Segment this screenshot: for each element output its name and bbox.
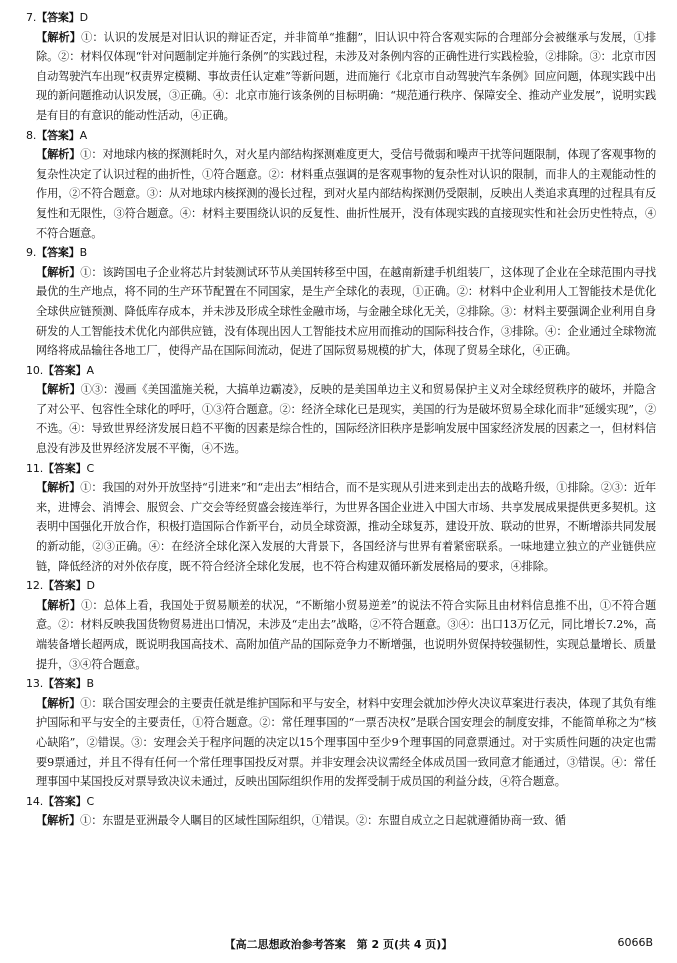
explanation-paragraph bbox=[26, 596, 656, 674]
question-block bbox=[26, 126, 656, 244]
explanation-tag: 【解析】 bbox=[36, 481, 81, 495]
question-number: 12. bbox=[26, 579, 44, 593]
explanation-tag: 【解析】 bbox=[36, 148, 81, 162]
explanation-paragraph bbox=[26, 145, 656, 243]
answer-tag: 【答案】 bbox=[43, 461, 87, 475]
explanation-tag: 【解析】 bbox=[36, 696, 81, 710]
answer-line bbox=[26, 126, 656, 146]
explanation-text: ①③：漫画《美国滥施关税，大搞单边霸凌》，反映的是美国单边主义和贸易保护主义对全球经贸秩序的破坏，并隐含了对公平、包容性全球化的呼吁，①③符合题意。②：经济全球化已是现实，美国的行为是破坏贸易全球化而非“延缓实现”，②不选。④：导致世界经济发展日趋不平衡的因素是综合性的，国际经济旧秩序是影响发展中国家经济发展的因素之一，但材料信息没有涉及世界经济发展不平衡，④不选。 bbox=[36, 383, 656, 456]
explanation-text: ①：对地球内核的探测耗时久，对火星内部结构探测难度更大，受信号微弱和噪声干扰等问题限制，体现了客观事物的复杂性决定了认识过程的曲折性，①符合题意。②：材料重点强调的是客观事物的复杂性对认识的限制，而非人的主观能动性的作用，②不符合题意。③：从对地球内核探测的漫长过程，到对火星内部结构探测仍受限制，反映出人类追求真理的过程具有反复性和无限性，③符合题意。④：材料主要围绕认识的反复性、曲折性展开，没有体现实践的直接现实性和社会历史性特点，④不符合题意。 bbox=[36, 148, 656, 240]
answer-tag: 【答案】 bbox=[36, 128, 80, 142]
answer-tag: 【答案】 bbox=[43, 794, 87, 808]
answer-line bbox=[26, 8, 656, 28]
answer-line bbox=[26, 361, 656, 381]
question-number: 8. bbox=[26, 128, 37, 142]
explanation-tag: 【解析】 bbox=[36, 598, 82, 612]
explanation-paragraph bbox=[26, 811, 656, 831]
answer-line bbox=[26, 459, 656, 479]
question-block bbox=[26, 361, 656, 459]
explanation-tag: 【解析】 bbox=[36, 30, 82, 44]
question-block bbox=[26, 792, 656, 831]
footer-page-info: 【高二思想政治参考答案 第 2 页(共 4 页)】 bbox=[224, 938, 453, 951]
explanation-tag: 【解析】 bbox=[36, 265, 81, 279]
page-footer bbox=[0, 934, 677, 956]
explanation-paragraph bbox=[26, 694, 656, 792]
explanation-paragraph bbox=[26, 380, 656, 458]
answer-line bbox=[26, 792, 656, 812]
answer-document bbox=[26, 8, 656, 831]
question-number: 9. bbox=[26, 246, 37, 260]
answer-letter: C bbox=[86, 461, 94, 475]
answer-line bbox=[26, 674, 656, 694]
question-number: 11. bbox=[26, 461, 44, 475]
answer-letter: C bbox=[86, 794, 94, 808]
answer-letter: B bbox=[86, 677, 94, 691]
question-number: 13. bbox=[26, 677, 44, 691]
explanation-text: ①：我国的对外开放坚持“引进来”和“走出去”相结合，而不是实现从引进来到走出去的战略升级，①排除。②③：近年来，进博会、消博会、服贸会、广交会等经贸盛会接连举行，为世界各国企业进入中国大市场、共享发展成果提供更多契机。这表明中国强化开放合作，积极打造国际合作新平台，动员全球资源，推动全球复苏，建设开放、联动的世界，不断增添共同发展的新动能，②③正确。④：在经济全球化深入发展的大背景下，各国经济与世界有着紧密联系。一味地建立独立的产业链供应链，降低经济的对外依存度，既不符合经济全球化发展，也不符合构建双循环新发展格局的要求，④排除。 bbox=[36, 481, 657, 573]
answer-letter: B bbox=[79, 246, 88, 260]
answer-tag: 【答案】 bbox=[36, 11, 80, 24]
footer-doc-code: 6066B bbox=[617, 936, 653, 949]
question-number: 7. bbox=[26, 11, 37, 24]
explanation-paragraph bbox=[26, 478, 656, 576]
explanation-tag: 【解析】 bbox=[36, 814, 81, 828]
question-block bbox=[26, 459, 656, 577]
question-block bbox=[26, 243, 656, 361]
question-block bbox=[26, 576, 656, 674]
explanation-text: ①：总体上看，我国处于贸易顺差的状况，“不断缩小贸易逆差”的说法不符合实际且由材料信息推不出，①不符合题意。②：材料反映我国货物贸易进出口情况，未涉及“走出去”战略，②不符合题意。③④：出口13万亿元，同比增长7.2%，高端装备增长超两成，既说明我国高技术、高附加值产品的国际竞争力不断增强，也说明外贸保持较强韧性，实现总量增长、质量提升，③④符合题意。 bbox=[36, 598, 656, 671]
answer-tag: 【答案】 bbox=[36, 246, 80, 260]
explanation-paragraph bbox=[26, 263, 656, 361]
question-number: 10. bbox=[26, 363, 44, 377]
explanation-text: ①：该跨国电子企业将芯片封装测试环节从美国转移至中国，在越南新建手机组装厂，这体现了企业在全球范围内寻找最优的生产地点，将不同的生产环节配置在不同国家，是生产全球化的表现，①正确。②：材料中企业利用人工智能技术是优化全球供应链预测、降低库存成本，并未涉及形成全球性金融市场，与金融全球化无关，②排除。③：材料主要强调企业利用自身研发的人工智能技术优化内部供应链，没有体现出因人工智能技术应用而推动的国际科技合作，③排除。④：企业通过全球物流网络将成品输往各地工厂，使得产品在国际间流动，促进了国际贸易规模的扩大，体现了贸易全球化，④正确。 bbox=[36, 265, 656, 358]
explanation-paragraph bbox=[26, 28, 656, 126]
answer-line bbox=[26, 576, 656, 596]
question-block bbox=[26, 674, 656, 792]
answer-letter: A bbox=[86, 363, 94, 377]
answer-line bbox=[26, 243, 656, 263]
answer-letter: A bbox=[79, 128, 87, 142]
answer-tag: 【答案】 bbox=[43, 677, 87, 691]
question-number: 14. bbox=[26, 794, 44, 808]
question-block bbox=[26, 8, 656, 126]
answer-tag: 【答案】 bbox=[43, 363, 87, 377]
answer-letter: D bbox=[86, 579, 95, 593]
explanation-text: ①：认识的发展是对旧认识的辩证否定，并非简单“推翻”，旧认识中符合客观实际的合理部分会被继承与发展，①排除。②：材料仅体现“针对问题制定并施行条例”的实践过程，未涉及对条例内容的正确性进行实践检验，②排除。③：北京市因自动驾驶汽车出现“权责界定模糊、事故责任认定难”等新问题，进而施行《北京市自动驾驶汽车条例》回应问题，体现实践中出现的新问题推动认识发展，③正确。④：北京市施行该条例的目标明确：“规范通行秩序、保障安全、推动产业发展”，说明实践是有目的有意识的能动性活动，④正确。 bbox=[36, 30, 656, 122]
answer-tag: 【答案】 bbox=[43, 579, 87, 593]
explanation-text: ①：联合国安理会的主要责任就是维护国际和平与安全，材料中安理会就加沙停火决议草案进行表决，体现了其负有维护国际和平与安全的主要责任，①符合题意。②：常任理事国的“一票否决权”是联合国安理会的制度安排，不能简单称之为“核心缺陷”，②错误。③：安理会关于程序问题的决定以15个理事国中至少9个理事国的同意票通过。对于实质性问题的决定也需要9票通过，并且不得有任何一个常任理事国投反对票。并非安理会决议需经全体成员国一致同意才能通过，③错误。④：常任理事国中某国投反对票导致决议未通过，反映出国际组织作用的发挥受制于成员国的利益分歧，④符合题意。 bbox=[36, 696, 656, 789]
explanation-text: ①：东盟是亚洲最令人瞩目的区域性国际组织，①错误。②：东盟自成立之日起就遵循协商一致、循 bbox=[80, 814, 566, 828]
explanation-tag: 【解析】 bbox=[36, 383, 81, 397]
answer-letter: D bbox=[79, 11, 88, 24]
